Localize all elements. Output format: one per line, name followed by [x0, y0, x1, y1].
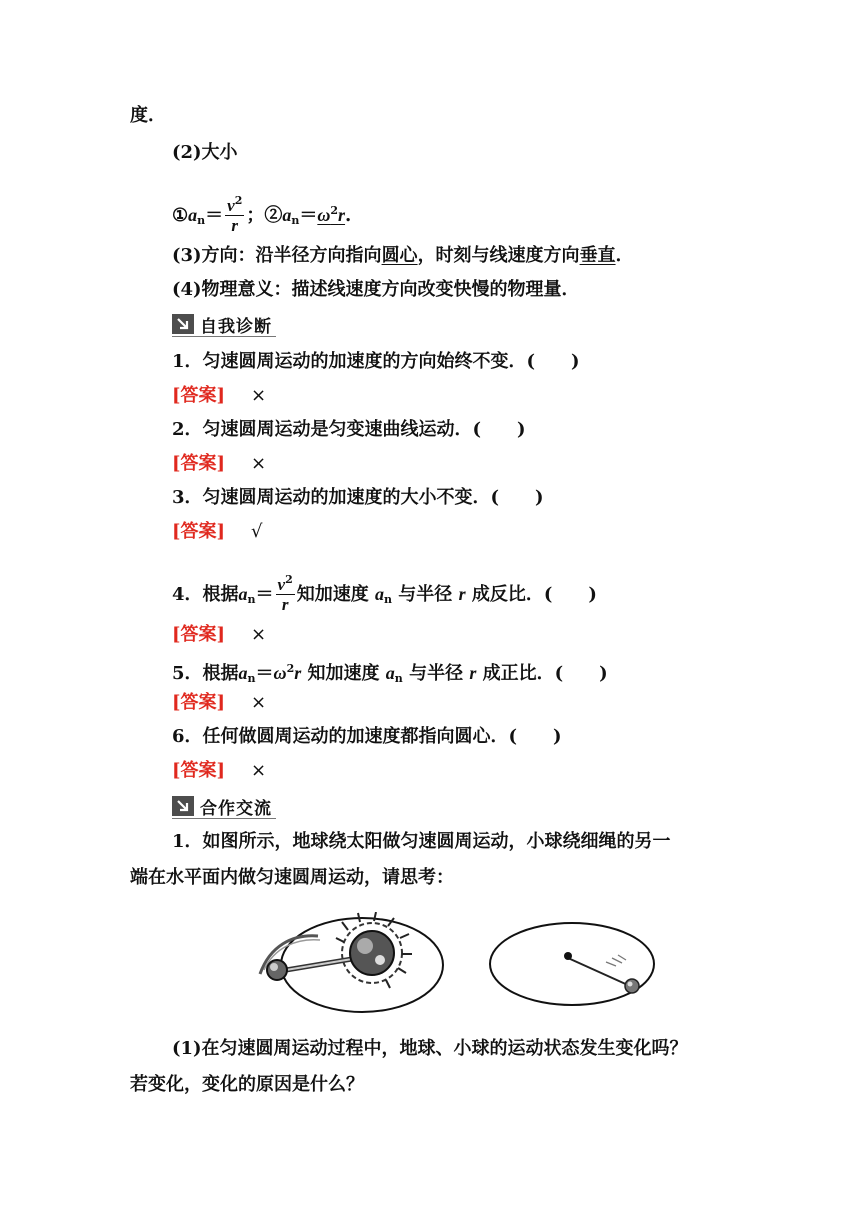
paragraph-1-line-1: 1．如图所示，地球绕太阳做匀速圆周运动，小球绕细绳的另一 — [172, 831, 671, 852]
equals-sign: ＝ — [205, 205, 224, 226]
sun — [350, 931, 394, 975]
circled-one: ① — [172, 205, 189, 226]
omega-exponent: 2 — [330, 204, 339, 217]
square-exponent: 2 — [234, 194, 243, 207]
arrow-down-right-icon — [172, 796, 194, 816]
q4-mid1: 知加速度 — [296, 584, 369, 605]
direction-mid: ，时刻与线速度方向 — [417, 245, 580, 266]
q4-r-denominator: r — [281, 595, 289, 614]
perpendicular-term: 垂直 — [579, 245, 616, 266]
an-subscript-2: n — [291, 214, 300, 227]
q5-exponent: 2 — [286, 662, 295, 675]
question-1: 1．匀速圆周运动的加速度的方向始终不变．( ) — [172, 351, 580, 372]
answer-5 — [172, 691, 266, 715]
question-6: 6．任何做圆周运动的加速度都指向圆心．( ) — [172, 726, 562, 747]
answer-mark-6: × — [251, 760, 267, 781]
q4-an-symbol: a — [238, 584, 248, 604]
size-heading: (2)大小 — [172, 142, 238, 163]
q4-an-subscript-2: n — [384, 593, 393, 606]
q5-post: 成正比．( ) — [482, 663, 608, 684]
paragraph-2-line-1: (1)在匀速圆周运动过程中，地球、小球的运动状态发生变化吗？ — [172, 1038, 688, 1059]
paragraph-1-line-2: 端在水平面内做匀速圆周运动，请思考： — [130, 867, 454, 888]
answer-2 — [172, 452, 266, 476]
q4-r-symbol: r — [458, 584, 466, 604]
answer-label: [答案] — [172, 760, 226, 781]
q5-an-symbol-2: a — [385, 663, 395, 683]
paragraph-2-line-2: 若变化，变化的原因是什么？ — [130, 1074, 364, 1095]
r-symbol: r — [231, 216, 239, 235]
q4-exponent: 2 — [285, 573, 293, 586]
ball — [625, 979, 639, 993]
answer-label: [答案] — [172, 692, 226, 713]
omega-symbol: ω — [317, 205, 331, 225]
q5-omega: ω — [273, 663, 287, 683]
q4-an-subscript: n — [247, 593, 256, 606]
v-symbol: v — [227, 196, 235, 215]
q4-pre: 4．根据 — [172, 584, 239, 605]
earth — [267, 960, 287, 980]
answer-mark-3: √ — [251, 521, 263, 542]
q5-mid2: 与半径 — [409, 663, 464, 684]
earth-sun-orbit-figure — [252, 912, 448, 1018]
direction-prefix: (3)方向：沿半径方向指向 — [172, 245, 382, 266]
q5-mid1: 知加速度 — [307, 663, 380, 684]
an-symbol-2: a — [282, 205, 292, 225]
q4-post: 成反比．( ) — [471, 584, 597, 605]
q5-an-subscript-2: n — [394, 672, 403, 685]
q4-v-squared-over-r — [276, 571, 295, 615]
q5-equals: ＝ — [255, 663, 274, 684]
question-3: 3．匀速圆周运动的加速度的大小不变．( ) — [172, 487, 544, 508]
answer-label: [答案] — [172, 385, 226, 406]
answer-label: [答案] — [172, 521, 226, 542]
self-check-title: 自我诊断 — [200, 316, 272, 337]
answer-1 — [172, 384, 266, 408]
equals-sign-2: ＝ — [299, 205, 318, 226]
q4-an-symbol-2: a — [375, 584, 385, 604]
answer-mark-5: × — [251, 692, 267, 713]
answer-6 — [172, 759, 266, 783]
answer-label: [答案] — [172, 624, 226, 645]
q4-v-symbol: v — [277, 575, 286, 594]
answer-3 — [172, 520, 263, 544]
q4-equals: ＝ — [255, 584, 274, 605]
answer-mark-4: × — [251, 624, 267, 645]
self-check-header — [172, 312, 276, 337]
direction-line — [172, 244, 634, 268]
an-symbol: a — [188, 205, 198, 225]
q5-pre: 5．根据 — [172, 663, 239, 684]
omega-squared-r — [317, 205, 345, 226]
direction-end: ． — [615, 245, 634, 266]
question-5 — [172, 657, 608, 691]
pivot-point — [564, 952, 572, 960]
v-squared-over-r — [225, 192, 244, 236]
q5-r-symbol: r — [469, 663, 477, 683]
answer-label: [答案] — [172, 453, 226, 474]
q5-r: r — [294, 663, 302, 683]
formula-line — [172, 194, 351, 238]
discussion-title: 合作交流 — [200, 798, 272, 819]
q4-mid2: 与半径 — [398, 584, 453, 605]
arrow-down-right-icon — [172, 314, 194, 334]
meaning-line: (4)物理意义：描述线速度方向改变快慢的物理量． — [172, 279, 580, 300]
answer-4 — [172, 623, 266, 647]
center-term: 圆心 — [381, 245, 418, 266]
question-4 — [172, 573, 597, 617]
answer-mark-1: × — [251, 385, 267, 406]
q5-an-symbol: a — [238, 663, 248, 683]
discussion-header — [172, 794, 276, 819]
answer-mark-2: × — [251, 453, 267, 474]
continued-text: 度． — [130, 105, 166, 126]
r-symbol-2: r — [338, 205, 346, 225]
ball-on-string-figure — [486, 918, 660, 1010]
q5-an-subscript: n — [247, 672, 256, 685]
question-2: 2．匀速圆周运动是匀变速曲线运动．( ) — [172, 419, 526, 440]
separator: ；② — [246, 205, 283, 226]
period: . — [345, 205, 352, 226]
an-subscript: n — [197, 214, 206, 227]
